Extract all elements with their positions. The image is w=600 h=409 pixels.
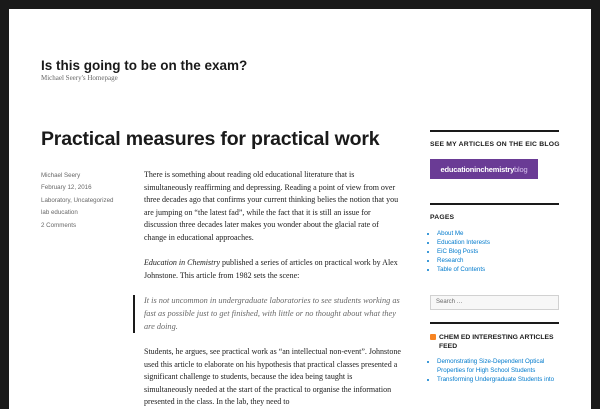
comments-link[interactable]: 2 Comments <box>41 221 77 229</box>
date-link[interactable]: February 12, 2016 <box>41 184 92 192</box>
widget-title: SEE MY ARTICLES ON THE EIC BLOG <box>430 141 560 148</box>
page-link-label: About Me <box>437 230 464 237</box>
feed-item[interactable] <box>437 357 559 375</box>
page-link-research[interactable] <box>437 256 559 265</box>
search-widget <box>430 295 559 310</box>
feed-item-label: Demonstrating Size-Dependent Optical Properties for High School Students <box>437 358 545 374</box>
site-title[interactable]: Is this going to be on the exam? <box>41 58 248 73</box>
feed-item[interactable] <box>437 375 559 384</box>
post-title: Practical measures for practical work <box>41 128 380 150</box>
paragraph <box>144 257 402 282</box>
pages-widget <box>430 203 559 274</box>
blockquote: It is not uncommon in undergraduate laboratories to see students working as fast as possible just to get finished, with little or no thought about what they are doing. <box>133 295 402 333</box>
feed-list <box>430 357 559 384</box>
eic-banner-suffix: blog <box>514 164 528 174</box>
author-link[interactable]: Michael Seery <box>41 172 81 179</box>
paragraph-text: published a series of articles on practical work by Alex Johnstone. This article from 1982 sets the scene: <box>144 258 398 280</box>
page-link-label: Research <box>437 257 464 264</box>
paragraph: Students, he argues, see practical work as “an intellectual non-event”. Johnstone used this article to elaborate on his hypothesis that practical classes presented a significant challenge to students, because the idea being taught is simultaneously needed at the start of the practical to organise the information presented in the class. In the lab, they need to <box>144 346 401 407</box>
search-input[interactable]: Search … <box>430 295 559 310</box>
post-meta <box>41 170 121 232</box>
site-description: Michael Seery's Homepage <box>41 74 118 82</box>
paragraph: There is something about reading old educational literature that is simultaneously reaffirming and depressing. Reading a point of view from over three decades ago that confirms your current thinking belies the notion that you are jumping on “the latest fad”, while the fact that it is still an issue for discussion three decades later makes you wonder about the glacial rate of change in educational approaches. <box>144 170 399 242</box>
post-content <box>144 169 402 409</box>
page-link-label: Table of Contents <box>437 266 486 273</box>
categories-links[interactable]: Laboratory, Uncategorized <box>41 196 114 204</box>
rss-icon[interactable] <box>430 334 436 340</box>
tag-link[interactable]: lab education <box>41 209 78 217</box>
eic-blog-banner[interactable] <box>430 159 538 179</box>
sidebar <box>430 130 559 384</box>
page <box>9 9 591 409</box>
eic-widget <box>430 130 559 179</box>
pages-list <box>430 229 559 274</box>
page-link-label: Education Interests <box>437 239 490 246</box>
eic-banner-text: educationinchemistry <box>440 164 515 174</box>
page-link-label: EiC Blog Posts <box>437 248 479 255</box>
page-link-education[interactable] <box>437 238 559 247</box>
feed-widget <box>430 322 559 384</box>
page-link-eic[interactable] <box>437 247 559 256</box>
feed-item-label: Transforming Undergraduate Students into <box>437 376 555 383</box>
feed-title <box>430 333 559 351</box>
page-link-toc[interactable] <box>437 265 559 274</box>
journal-name: Education in Chemistry <box>144 258 220 268</box>
page-link-about[interactable] <box>437 229 559 238</box>
feed-title-text[interactable]: CHEM ED INTERESTING ARTICLES FEED <box>439 334 554 350</box>
widget-title: PAGES <box>430 214 455 221</box>
